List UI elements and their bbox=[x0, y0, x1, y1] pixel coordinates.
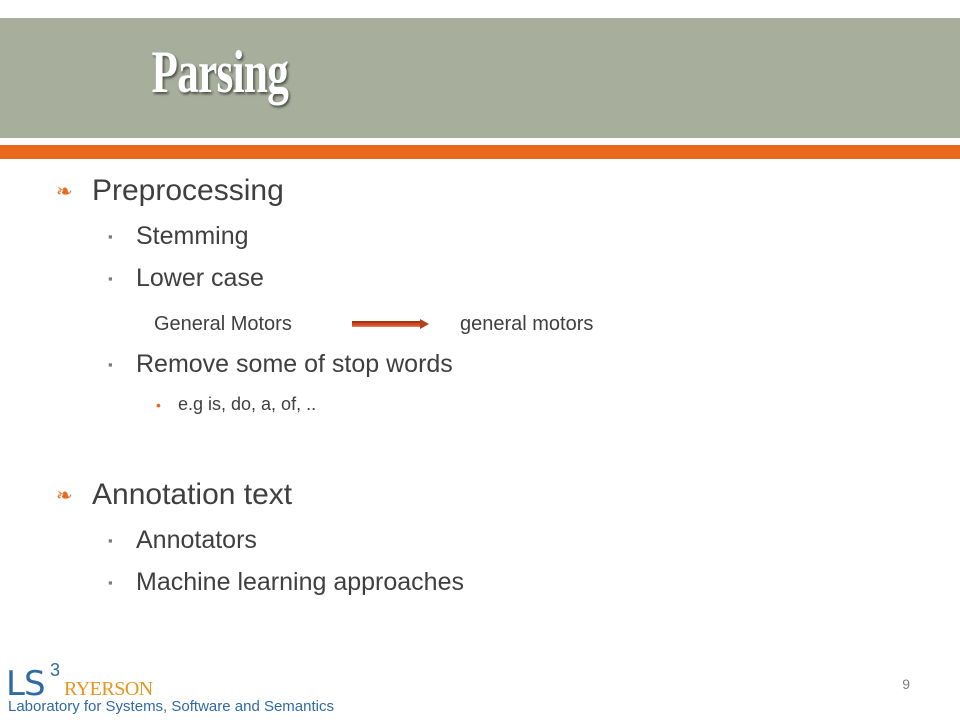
bullet-annotation bbox=[56, 478, 292, 512]
sub-sub-bullet-label: e.g is, do, a, of, .. bbox=[178, 394, 317, 414]
page-number: 9 bbox=[902, 676, 910, 692]
sub-bullet-label: Machine learning approaches bbox=[136, 568, 464, 596]
sub-bullet-annotators bbox=[108, 526, 257, 555]
bullet-icon: ❧ bbox=[56, 484, 73, 507]
sub-bullet-label: Lower case bbox=[136, 264, 264, 292]
sub-bullet-label: Annotators bbox=[136, 526, 257, 554]
square-bullet-icon: ▪ bbox=[108, 229, 113, 244]
bullet-preprocessing bbox=[56, 174, 284, 208]
logo-ls: LS bbox=[6, 664, 45, 704]
slide-title: Parsing bbox=[151, 38, 289, 105]
example-original: General Motors bbox=[154, 313, 292, 335]
logo-lab-name: Laboratory for Systems, Software and Semantics bbox=[8, 698, 334, 715]
bullet-label: Preprocessing bbox=[92, 174, 284, 207]
sub-bullet-stemming bbox=[108, 222, 249, 251]
dot-bullet-icon: • bbox=[156, 396, 161, 413]
sub-bullet-ml bbox=[108, 568, 464, 597]
square-bullet-icon: ▪ bbox=[108, 575, 113, 590]
sub-sub-bullet-example bbox=[156, 394, 316, 415]
right-arrow-icon bbox=[350, 317, 430, 331]
square-bullet-icon: ▪ bbox=[108, 533, 113, 548]
sub-bullet-stop-words bbox=[108, 350, 453, 379]
logo-superscript: 3 bbox=[50, 660, 61, 680]
ls3-logo bbox=[6, 660, 346, 718]
accent-bar bbox=[0, 145, 960, 159]
bullet-icon: ❧ bbox=[56, 180, 73, 203]
bullet-label: Annotation text bbox=[92, 478, 293, 511]
logo-ryerson: RYERSON bbox=[64, 678, 153, 700]
square-bullet-icon: ▪ bbox=[108, 271, 113, 286]
sub-bullet-label: Stemming bbox=[136, 222, 249, 250]
title-container bbox=[0, 18, 440, 138]
example-lowercase: general motors bbox=[460, 313, 594, 335]
sub-bullet-label: Remove some of stop words bbox=[136, 350, 453, 378]
sub-bullet-lower-case bbox=[108, 264, 264, 293]
square-bullet-icon: ▪ bbox=[108, 357, 113, 372]
